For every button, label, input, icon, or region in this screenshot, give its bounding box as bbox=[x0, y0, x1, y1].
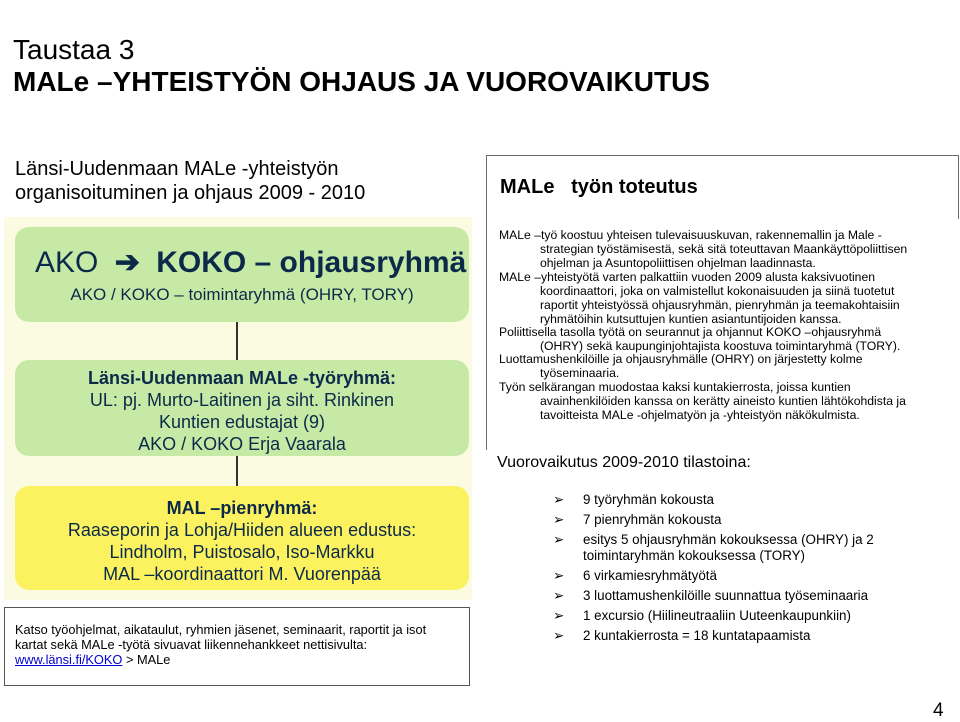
check-arrow-icon: ➢ bbox=[553, 588, 565, 603]
list-item bbox=[553, 512, 960, 528]
koko-subtitle: AKO / KOKO – toimintaryhmä (OHRY, TORY) bbox=[70, 285, 414, 304]
koko-website-link[interactable]: www.länsi.fi/KOKO bbox=[15, 652, 123, 667]
vuorovaikutus-heading: Vuorovaikutus 2009-2010 tilastoina: bbox=[497, 454, 751, 471]
paragraph-line: Poliittisella tasolla työtä on seurannut ja ohjannut KOKO –ohjausryhmä bbox=[499, 325, 882, 339]
paragraph-line: avainhenkilöiden kanssa on kerätty aineisto kuntien lähtökohdista ja bbox=[540, 394, 906, 408]
list-item-text: 2 kuntakierrosta = 18 kuntatapaamista bbox=[583, 628, 811, 643]
paragraph-line: (OHRY) sekä kaupunginjohtajista koostuva toimintaryhmä (TORY). bbox=[540, 339, 901, 353]
paragraph bbox=[499, 380, 906, 422]
list-item-text: 3 luottamushenkilöille suunnattua työseminaaria bbox=[583, 588, 869, 603]
tyoryhma-line: Kuntien edustajat (9) bbox=[158, 412, 326, 432]
list-item-text: 1 excursio (Hiilineutraaliin Uuteenkaupunkiin) bbox=[583, 608, 851, 623]
list-item-text: 6 virkamiesryhmätyötä bbox=[583, 568, 717, 583]
paragraph-line: työseminaaria. bbox=[540, 366, 620, 380]
check-arrow-icon: ➢ bbox=[553, 512, 565, 527]
note-text: Katso työohjelmat, aikataulut, ryhmien jäsenet, seminaarit, raportit ja isot kartat sekä MALe -työtä sivuavat liikennehankkeet nettisivulta: bbox=[15, 622, 427, 652]
paragraph-line: MALe –yhteistyötä varten palkattiin vuoden 2009 alusta kaksivuotinen bbox=[499, 270, 876, 284]
website-note bbox=[4, 607, 470, 686]
check-arrow-icon: ➢ bbox=[553, 608, 565, 623]
koko-title bbox=[15, 245, 469, 280]
koko-main-label: KOKO – ohjausryhmä bbox=[156, 246, 467, 279]
connector-line bbox=[236, 456, 238, 486]
note-after: > MALe bbox=[122, 652, 171, 667]
tyoryhma-title: Länsi-Uudenmaan MALe -työryhmä: bbox=[87, 368, 397, 388]
left-heading-line2: organisoituminen ja ohjaus 2009 - 2010 bbox=[15, 182, 366, 204]
ako-label: AKO bbox=[35, 246, 99, 279]
right-heading: MALe työn toteutus bbox=[500, 176, 698, 198]
page-number: 4 bbox=[933, 700, 944, 721]
list-item bbox=[553, 588, 960, 604]
pienryhma-line: Lindholm, Puistosalo, Iso-Markku bbox=[109, 542, 375, 562]
paragraph-line: raportit yhteistyössä ohjausryhmän, pienryhmän ja teemakohtaisiin bbox=[540, 298, 900, 312]
pienryhma-line: MAL –koordinaattori M. Vuorenpää bbox=[103, 564, 381, 584]
check-arrow-icon: ➢ bbox=[553, 628, 565, 643]
paragraph-line: MALe –työ koostuu yhteisen tulevaisuuskuvan, rakennemallin ja Male - bbox=[499, 228, 882, 242]
paragraph bbox=[499, 270, 900, 326]
pienryhma-title: MAL –pienryhmä: bbox=[166, 498, 318, 518]
list-item bbox=[553, 628, 960, 644]
org-box-koko bbox=[15, 227, 469, 322]
paragraph-line: ohjelman ja Asuntopoliittisen ohjelman laadinnasta. bbox=[540, 256, 816, 270]
pienryhma-line: Raaseporin ja Lohja/Hiiden alueen edustus: bbox=[67, 520, 417, 540]
tyoryhma-line: AKO / KOKO Erja Vaarala bbox=[138, 434, 346, 454]
org-box-tyoryhma bbox=[15, 360, 469, 456]
list-item bbox=[553, 568, 960, 584]
tyoryhma-line: UL: pj. Murto-Laitinen ja siht. Rinkinen bbox=[89, 390, 395, 410]
paragraph-line: koordinaattori, joka on valmistellut kokonaisuuden ja siinä tuotetut bbox=[540, 284, 895, 298]
paragraph bbox=[499, 228, 907, 270]
right-heading-box bbox=[486, 155, 959, 219]
paragraph-line: strategian työstämisestä, sekä sitä toteuttavan Maankäyttöpoliittisen bbox=[540, 242, 908, 256]
left-heading-line1: Länsi-Uudenmaan MALe -yhteistyön bbox=[15, 158, 339, 180]
paragraph-line: Työn selkärangan muodostaa kaksi kuntakierrosta, joissa kuntien bbox=[499, 380, 851, 394]
paragraph bbox=[499, 352, 863, 380]
check-arrow-icon: ➢ bbox=[553, 492, 565, 507]
check-arrow-icon: ➢ bbox=[553, 568, 565, 583]
org-box-pienryhma bbox=[15, 486, 469, 590]
paragraph-line: ryhmätöihin kutsuttujen kuntien asiantuntijoiden kanssa. bbox=[540, 312, 842, 326]
slide-subtitle: Taustaa 3 bbox=[13, 34, 135, 65]
list-item-text: 7 pienryhmän kokousta bbox=[583, 512, 722, 527]
list-item bbox=[553, 532, 960, 564]
list-item bbox=[553, 492, 960, 508]
slide-title: MALe –YHTEISTYÖN OHJAUS JA VUOROVAIKUTUS bbox=[13, 66, 710, 97]
list-item-text: 9 työryhmän kokousta bbox=[583, 492, 714, 507]
list-item-text: esitys 5 ohjausryhmän kokouksessa (OHRY) ja 2 toimintaryhmän kokouksessa (TORY) bbox=[583, 532, 874, 563]
left-heading bbox=[15, 157, 475, 205]
check-arrow-icon: ➢ bbox=[553, 532, 565, 547]
arrow-right-icon: ➔ bbox=[114, 246, 140, 279]
paragraph-line: Luottamushenkilöille ja ohjausryhmälle (OHRY) on järjestetty kolme bbox=[499, 352, 863, 366]
list-item bbox=[553, 608, 960, 624]
stats-list bbox=[553, 492, 960, 648]
connector-line bbox=[236, 322, 238, 360]
paragraph-line: tavoitteista MALe -ohjelmatyön ja -yhteistyön näkökulmista. bbox=[540, 408, 860, 422]
paragraph bbox=[499, 325, 900, 353]
